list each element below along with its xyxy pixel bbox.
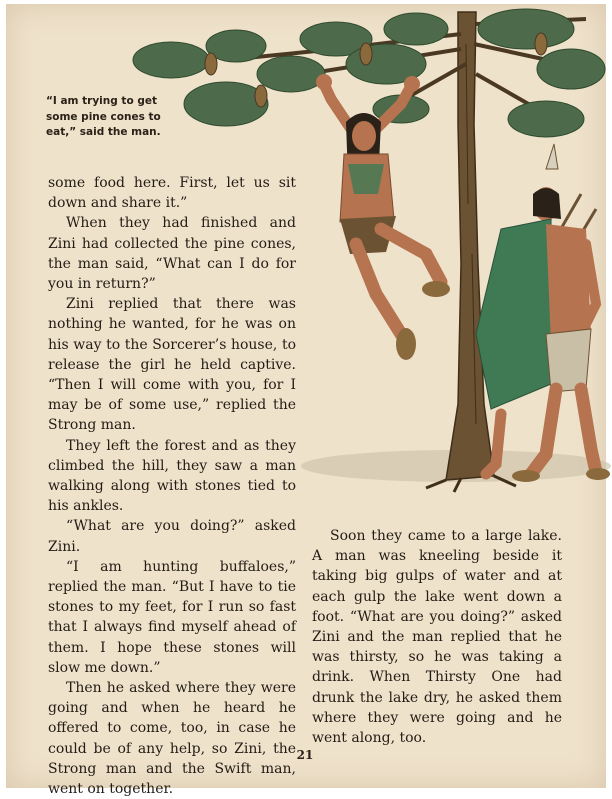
- paragraph: Zini replied that there was nothing he wanted, for he was on his way to the Sorcerer’s house, to release the girl he held captive. “Then I will come with you, for I may be of some use,” replied the Strong man.: [48, 296, 296, 434]
- left-text-column: [48, 173, 296, 799]
- book-page: [6, 4, 606, 798]
- paragraph: “I am hunting buffaloes,” replied the man. “But I have to tie stones to my feet, for I run so fast that I always find myself ahead of them. I hope these stones will slow me down.”: [48, 558, 296, 676]
- paragraph: Soon they came to a large lake. A man was kneeling beside it taking big gulps of water and at each gulp the lake went down a foot. “What are you doing?” asked Zini and the man replied that he was thirsty, so he was taking a drink. When Thirsty One had drunk the lake dry, he asked them where they were going and he went along, too.: [312, 528, 562, 747]
- paragraph: When they had finished and Zini had collected the pine cones, the man said, “What can I do for you in return?”: [48, 215, 296, 293]
- paragraph: some food here. First, let us sit down and share it.”: [48, 175, 296, 212]
- paragraph: They left the forest and as they climbed the hill, they saw a man walking along with stones tied to his ankles.: [48, 437, 296, 515]
- paragraph: Then he asked where they were going and when he heard he offered to come, too, in case he could be of any help, so Zini, the Strong man and the Swift man, went on together.: [48, 680, 296, 798]
- paragraph: “What are you doing?” asked Zini.: [48, 518, 296, 555]
- green-blanket: [476, 219, 551, 409]
- right-text-column: [312, 526, 562, 748]
- page-number: 21: [296, 748, 314, 762]
- zini-figure: [476, 144, 610, 482]
- strong-man-figure: [316, 74, 450, 360]
- illustration-caption: “I am trying to get some pine cones to eat,” said the man.: [46, 95, 161, 138]
